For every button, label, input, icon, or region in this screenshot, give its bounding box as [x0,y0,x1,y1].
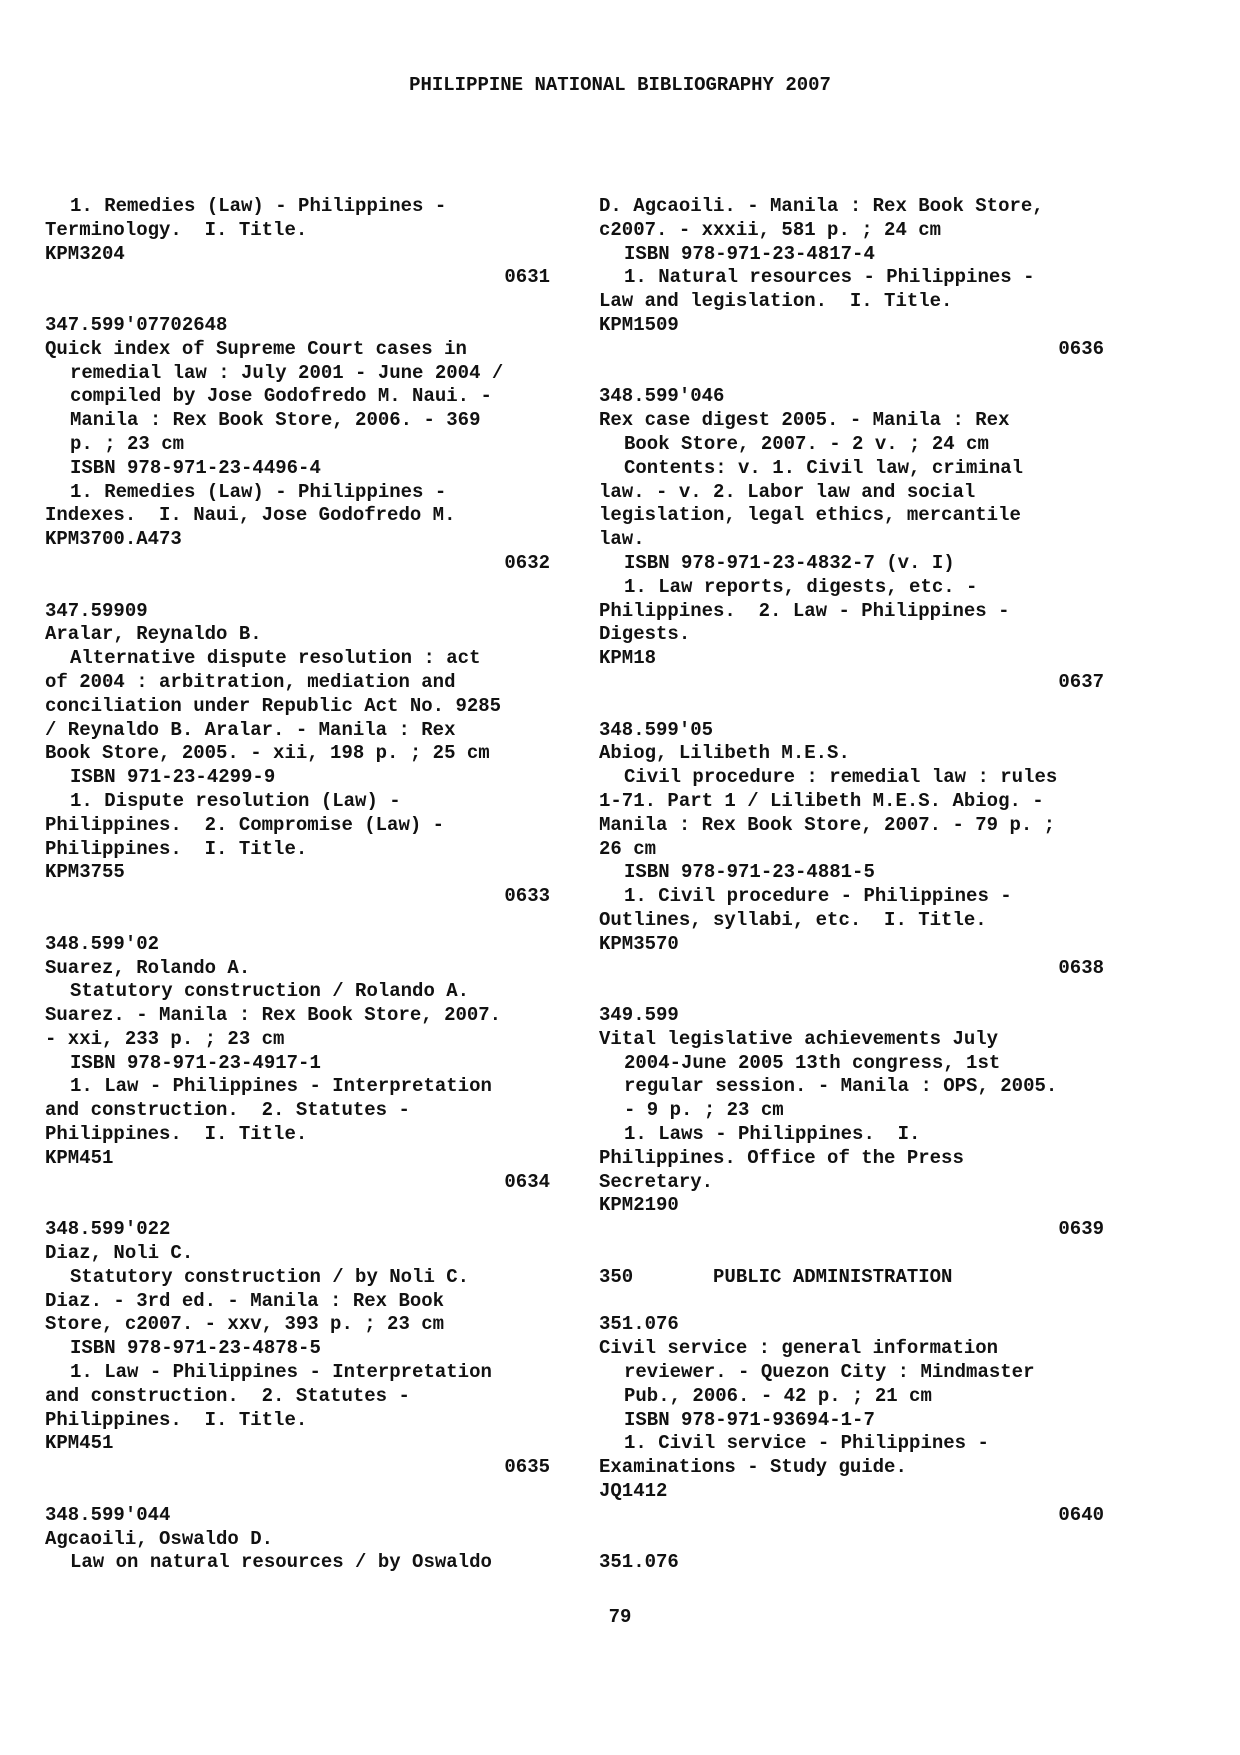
entry-line: regular session. - Manila : OPS, 2005. [624,1075,1058,1098]
entry-line: Digests. [599,623,691,646]
entry-line: Suarez, Rolando A. [45,956,251,979]
entry-line: Vital legislative achievements July [599,1027,999,1050]
entry-line: KPM451 [45,1432,114,1455]
entry-line: 1. Natural resources - Philippines - [624,266,1035,289]
entry-line: Agcaoili, Oswaldo D. [45,1527,274,1550]
entry-line: Law on natural resources / by Oswaldo [70,1551,492,1574]
blank-line [599,1290,1104,1314]
entry-line: Statutory construction / Rolando A. [70,980,470,1003]
blank-line [599,362,1104,386]
entry-line: Civil procedure : remedial law : rules [624,766,1058,789]
blank-line [45,290,550,314]
entry-line: 1. Civil procedure - Philippines - [624,885,1012,908]
entry-line: reviewer. - Quezon City : Mindmaster [624,1361,1035,1384]
entry-line: Law and legislation. I. Title. [599,290,953,313]
entry-line: legislation, legal ethics, mercantile [599,504,1021,527]
entry-line: 2004-June 2005 13th congress, 1st [624,1051,1001,1074]
entry-line: 1-71. Part 1 / Lilibeth M.E.S. Abiog. - [599,789,1044,812]
entry-number: 0633 [504,885,550,908]
entry-line: Pub., 2006. - 42 p. ; 21 cm [624,1384,932,1407]
entry-line: remedial law : July 2001 - June 2004 / [70,361,504,384]
entry-line: 1. Law reports, digests, etc. - [624,575,978,598]
entry-line: 347.599'07702648 [45,313,228,336]
entry-line: - xxi, 233 p. ; 23 cm [45,1027,285,1050]
entry-line: 351.076 [599,1313,679,1336]
entry-line: ISBN 978-971-23-4917-1 [70,1051,321,1074]
blank-line [599,1528,1104,1552]
entry-line: Manila : Rex Book Store, 2006. - 369 [70,409,481,432]
entry-line: conciliation under Republic Act No. 9285 [45,694,502,717]
entry-line: p. ; 23 cm [70,432,185,455]
entry-line: Contents: v. 1. Civil law, criminal [624,456,1024,479]
entry-line: and construction. 2. Statutes - [45,1099,410,1122]
entry-number: 0640 [1058,1503,1104,1526]
left-column [45,195,550,1575]
entry-line: law. [599,528,645,551]
entry-line: 348.599'022 [45,1218,171,1241]
entry-line: Book Store, 2005. - xii, 198 p. ; 25 cm [45,742,490,765]
entry-line: Terminology. I. Title. [45,218,308,241]
entry-line: ISBN 978-971-23-4496-4 [70,456,321,479]
entry-line: KPM451 [45,1146,114,1169]
page-number: 79 [608,1606,632,1628]
entry-line: Diaz, Noli C. [45,1242,194,1265]
entry-line: KPM3700.A473 [45,528,182,551]
entry-number: 0638 [1058,956,1104,979]
entry-number: 0636 [1058,337,1104,360]
entry-line: Philippines. I. Title. [45,1123,308,1146]
entry-line: Abiog, Lilibeth M.E.S. [599,742,850,765]
entry-line: compiled by Jose Godofredo M. Naui. - [70,385,492,408]
entry-line: ISBN 978-971-23-4832-7 (v. I) [624,551,955,574]
entry-line: 348.599'046 [599,385,725,408]
entry-line: ISBN 978-971-23-4817-4 [624,242,875,265]
entry-line: Philippines. I. Title. [45,837,308,860]
entry-line: Rex case digest 2005. - Manila : Rex [599,409,1010,432]
entry-line: law. - v. 2. Labor law and social [599,480,976,503]
entry-line: Indexes. I. Naui, Jose Godofredo M. [45,504,456,527]
entry-line: 1. Dispute resolution (Law) - [70,789,401,812]
entry-line: - 9 p. ; 23 cm [624,1099,784,1122]
entry-line: KPM3570 [599,932,679,955]
entry-line: Diaz. - 3rd ed. - Manila : Rex Book [45,1289,445,1312]
entry-line: Philippines. I. Title. [45,1408,308,1431]
entry-line: ISBN 978-971-23-4878-5 [70,1337,321,1360]
entry-line: Examinations - Study guide. [599,1456,907,1479]
entry-line: Philippines. Office of the Press [599,1146,964,1169]
entry-line: Outlines, syllabi, etc. I. Title. [599,908,987,931]
blank-line [45,576,550,600]
entry-line: 350 PUBLIC ADMINISTRATION [599,1265,953,1288]
entry-line: Quick index of Supreme Court cases in [45,337,467,360]
entry-line: 351.076 [599,1551,679,1574]
entry-line: Philippines. 2. Compromise (Law) - [45,813,445,836]
blank-line [599,980,1104,1004]
entry-line: KPM18 [599,647,657,670]
entry-line: KPM3204 [45,242,125,265]
entry-line: Civil service : general information [599,1337,999,1360]
entry-line: 1. Remedies (Law) - Philippines - [70,480,447,503]
entry-line: of 2004 : arbitration, mediation and [45,670,456,693]
entry-number: 0632 [504,551,550,574]
right-column [599,195,1104,1575]
entry-number: 0631 [504,266,550,289]
blank-line [45,1194,550,1218]
entry-line: / Reynaldo B. Aralar. - Manila : Rex [45,718,456,741]
entry-line: and construction. 2. Statutes - [45,1384,410,1407]
entry-line: ISBN 978-971-93694-1-7 [624,1408,875,1431]
entry-number: 0635 [504,1456,550,1479]
entry-line: Alternative dispute resolution : act [70,647,481,670]
entry-line: JQ1412 [599,1480,668,1503]
entry-line: Aralar, Reynaldo B. [45,623,262,646]
entry-number: 0637 [1058,670,1104,693]
entry-line: 1. Remedies (Law) - Philippines - [70,195,447,217]
entry-line: 348.599'044 [45,1503,171,1526]
entry-line: Secretary. [599,1170,714,1193]
entry-line: D. Agcaoili. - Manila : Rex Book Store, [599,195,1044,217]
blank-line [45,909,550,933]
entry-line: Philippines. 2. Law - Philippines - [599,599,1010,622]
entry-line: KPM3755 [45,861,125,884]
blank-line [599,695,1104,719]
entry-line: KPM1509 [599,313,679,336]
entry-line: 26 cm [599,837,657,860]
entry-line: Manila : Rex Book Store, 2007. - 79 p. ; [599,813,1056,836]
entry-line: 1. Civil service - Philippines - [624,1432,989,1455]
entry-line: 1. Law - Philippines - Interpretation [70,1075,492,1098]
entry-line: 348.599'05 [599,718,714,741]
entry-line: Store, c2007. - xxv, 393 p. ; 23 cm [45,1313,445,1336]
page-header: PHILIPPINE NATIONAL BIBLIOGRAPHY 2007 [409,74,831,96]
entry-line: KPM2190 [599,1194,679,1217]
entry-line: Suarez. - Manila : Rex Book Store, 2007. [45,1004,502,1027]
entry-line: Book Store, 2007. - 2 v. ; 24 cm [624,432,989,455]
entry-number: 0634 [504,1170,550,1193]
entry-line: 347.59909 [45,599,148,622]
entry-line: 348.599'02 [45,932,160,955]
entry-line: Statutory construction / by Noli C. [70,1265,470,1288]
blank-line [599,1242,1104,1266]
entry-line: c2007. - xxxii, 581 p. ; 24 cm [599,218,942,241]
entry-line: 1. Laws - Philippines. I. [624,1123,921,1146]
entry-line: ISBN 978-971-23-4881-5 [624,861,875,884]
blank-line [45,1480,550,1504]
entry-line: 349.599 [599,1004,679,1027]
entry-line: ISBN 971-23-4299-9 [70,766,276,789]
entry-number: 0639 [1058,1218,1104,1241]
entry-line: 1. Law - Philippines - Interpretation [70,1361,492,1384]
